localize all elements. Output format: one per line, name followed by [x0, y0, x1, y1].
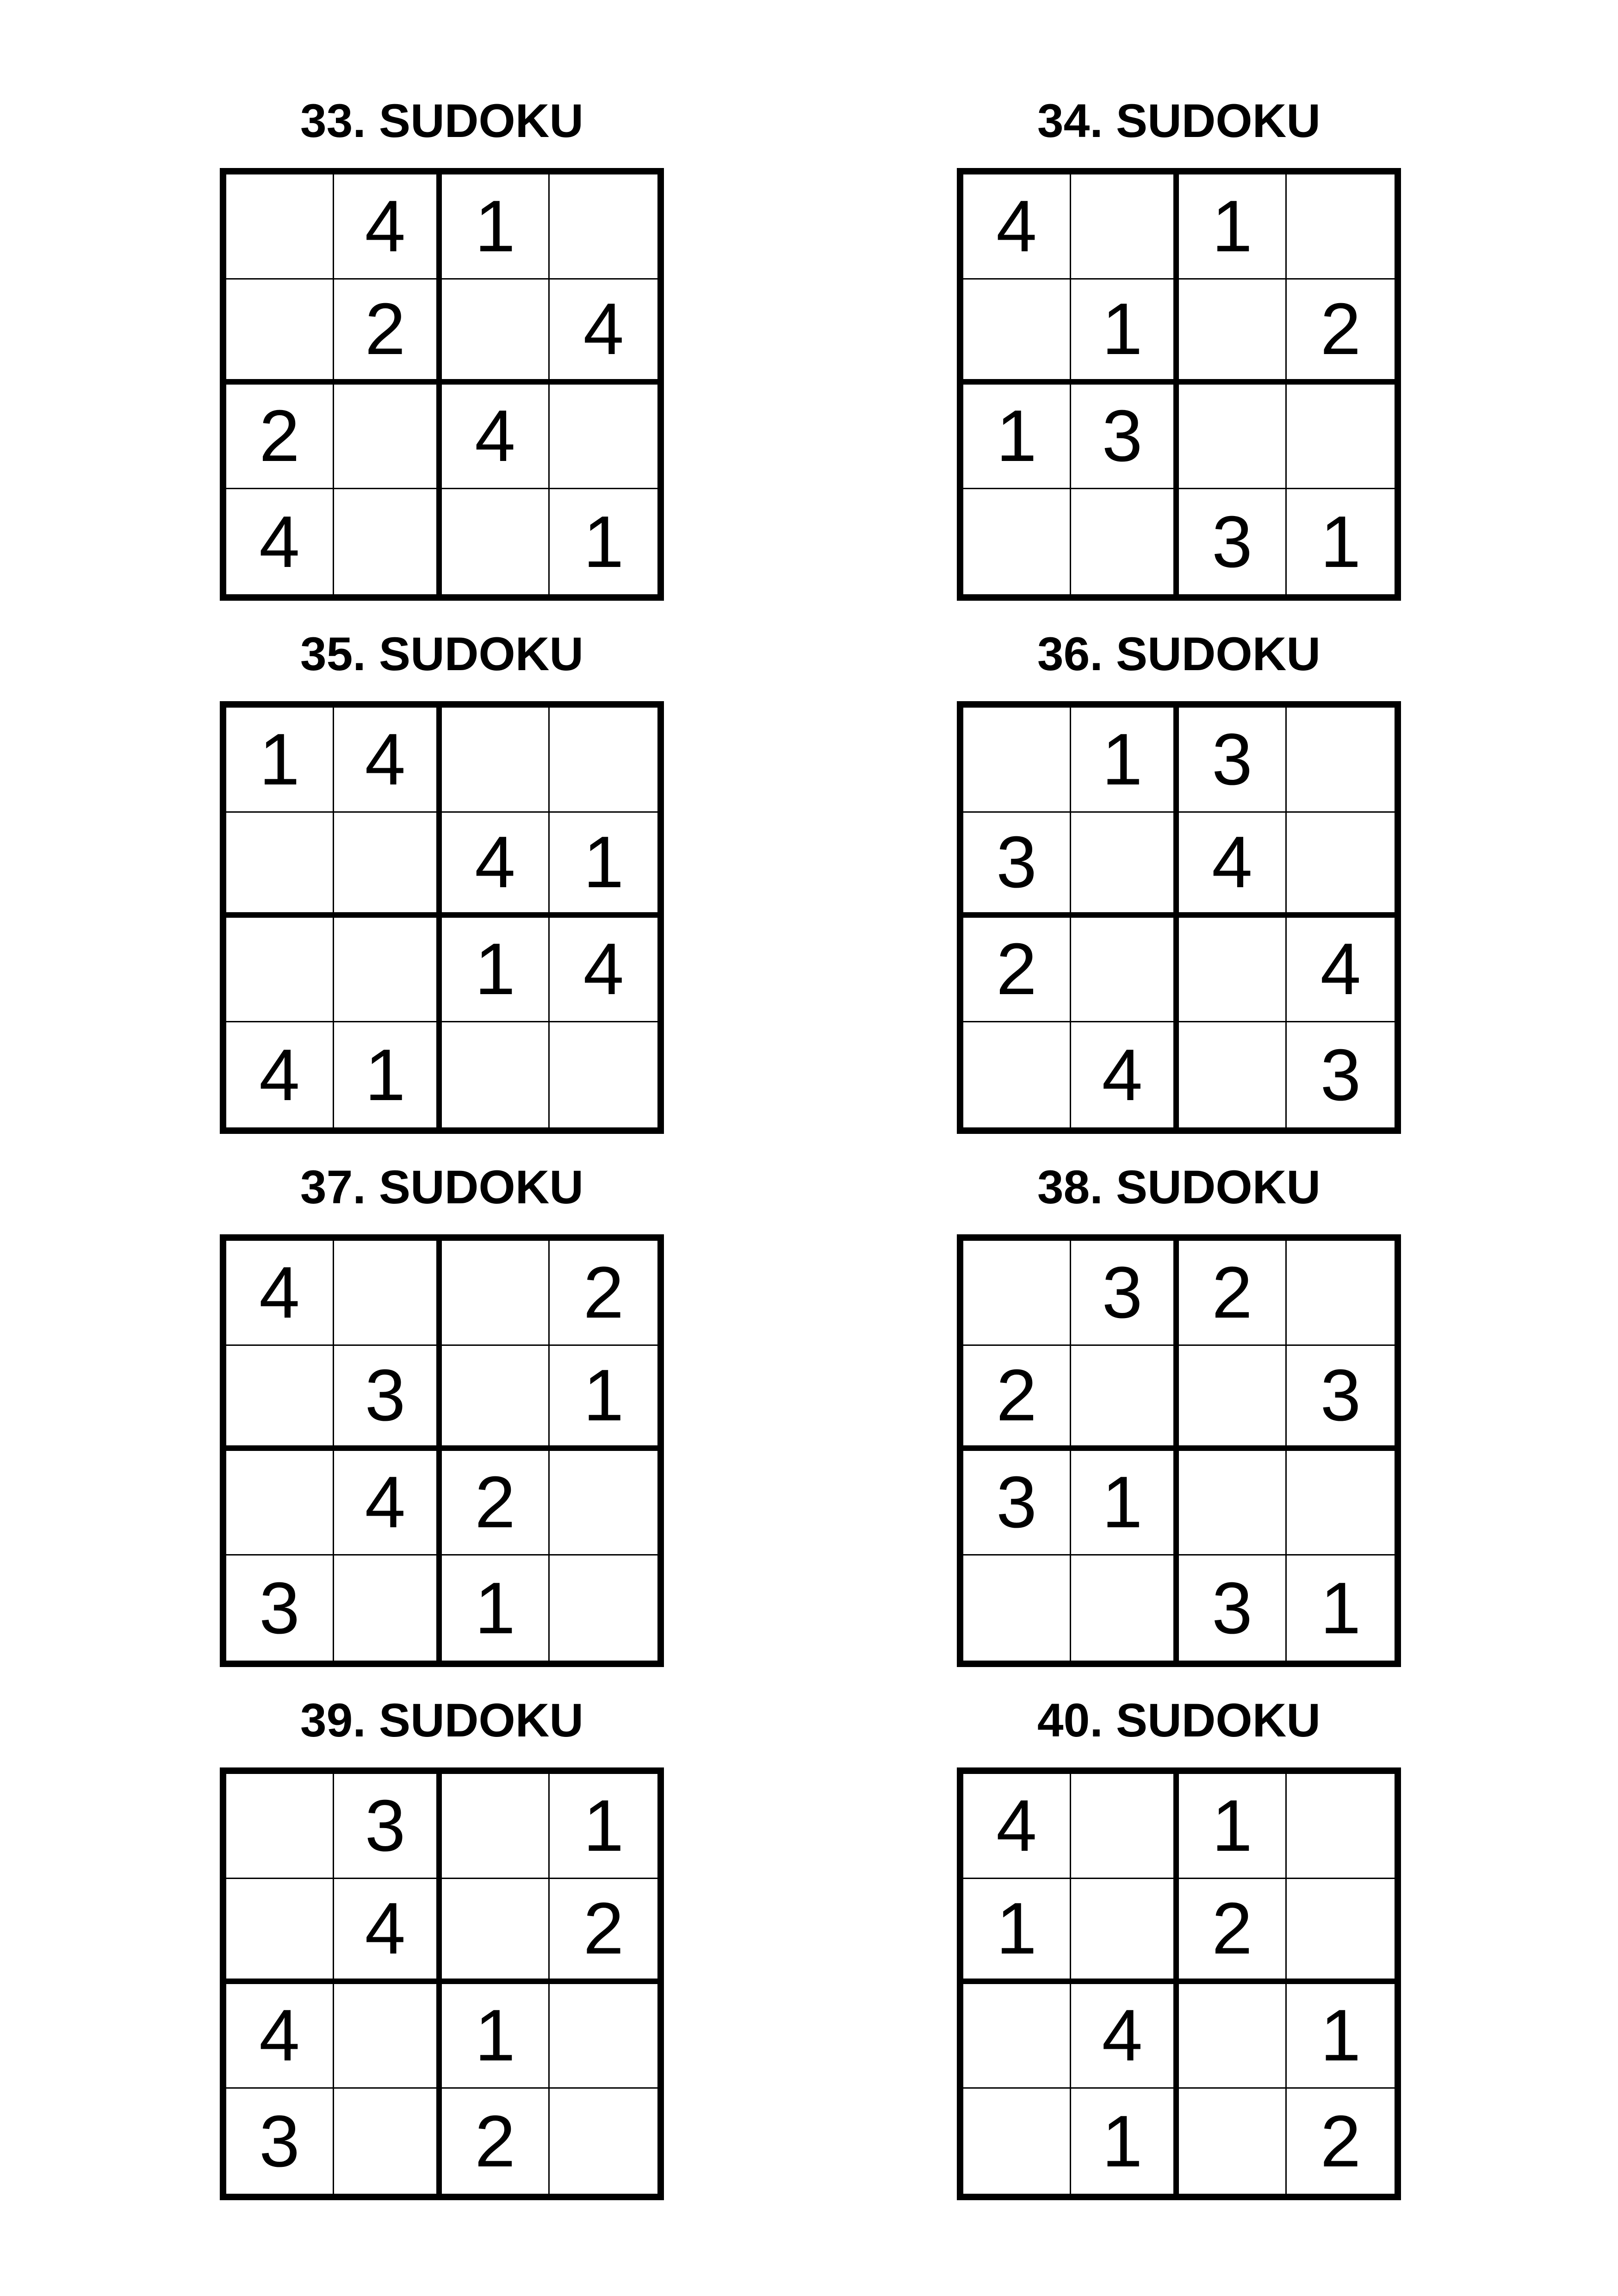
grid-cell: 1 [550, 813, 657, 918]
grid-cell [226, 1774, 334, 1879]
grid-cell [1071, 1879, 1179, 1984]
grid-cell [334, 813, 442, 918]
grid-cell: 3 [1179, 1556, 1287, 1661]
grid-cell: 1 [963, 385, 1071, 490]
grid-cell [1071, 489, 1179, 594]
grid-cell [1071, 174, 1179, 280]
grid-cell [442, 1022, 550, 1127]
puzzle-title: 37. SUDOKU [300, 1161, 584, 1213]
sudoku-puzzle [220, 1161, 664, 1667]
grid-cell: 3 [963, 813, 1071, 918]
grid-cell [334, 1556, 442, 1661]
grid-cell [1071, 813, 1179, 918]
grid-cell: 4 [334, 1879, 442, 1984]
grid-cell: 3 [963, 1451, 1071, 1556]
grid-cell [963, 489, 1071, 594]
grid-cell [550, 1451, 657, 1556]
grid-cell [442, 708, 550, 813]
grid-cell: 3 [1320, 1034, 1361, 1116]
grid-cell [442, 1879, 550, 1984]
grid-cell: 4 [442, 385, 550, 490]
grid-cell: 1 [442, 1984, 550, 2089]
grid-cell [1287, 385, 1395, 490]
grid-cell: 1 [1071, 708, 1179, 813]
grid-cell: 4 [334, 1451, 442, 1556]
grid-cell: 1 [1071, 1451, 1179, 1556]
grid-cell [1071, 1774, 1179, 1879]
grid-cell: 4 [1071, 1984, 1179, 2089]
puzzle-title: 33. SUDOKU [300, 94, 584, 147]
grid-cell [963, 1022, 1071, 1127]
sudoku-puzzle [220, 94, 664, 601]
grid-cell: 3 [226, 1556, 334, 1661]
grid-cell: 1 [442, 918, 550, 1023]
grid-cell: 4 [550, 918, 657, 1023]
grid-cell: 1 [1320, 501, 1361, 583]
sudoku-grid [957, 168, 1401, 601]
puzzle-title: 35. SUDOKU [300, 628, 584, 680]
puzzle-title: 38. SUDOKU [1037, 1161, 1321, 1213]
grid-cell: 4 [442, 813, 550, 918]
grid-cell: 4 [963, 1774, 1071, 1879]
grid-cell: 2 [550, 1241, 657, 1346]
grid-cell: 4 [334, 174, 442, 280]
grid-cell: 2 [1320, 2100, 1361, 2182]
grid-cell [963, 1556, 1071, 1661]
grid-cell [442, 1241, 550, 1346]
grid-cell: 3 [334, 1346, 442, 1451]
grid-cell [1179, 2089, 1287, 2194]
grid-cell [226, 1451, 334, 1556]
grid-cell [1071, 1346, 1179, 1451]
grid-cell [550, 174, 657, 280]
grid-cell [550, 2089, 657, 2194]
grid-cell: 4 [226, 1022, 334, 1127]
grid-cell [1179, 280, 1287, 385]
grid-cell: 4 [550, 280, 657, 385]
grid-cell [1287, 1451, 1395, 1556]
grid-cell: 3 [1287, 1346, 1395, 1451]
grid-cell: 4 [1071, 1022, 1179, 1127]
grid-cell: 3 [1179, 708, 1287, 813]
grid-cell [1179, 918, 1287, 1023]
grid-cell [226, 918, 334, 1023]
sudoku-puzzle [220, 1694, 664, 2200]
grid-cell [442, 489, 550, 594]
grid-cell: 4 [226, 1241, 334, 1346]
grid-cell [1179, 1022, 1287, 1127]
sudoku-puzzle [957, 1694, 1401, 2200]
grid-cell [550, 1984, 657, 2089]
grid-cell [963, 1984, 1071, 2089]
grid-cell [1287, 708, 1395, 813]
grid-cell [334, 489, 442, 594]
puzzle-title: 36. SUDOKU [1037, 628, 1321, 680]
puzzle-title: 40. SUDOKU [1037, 1694, 1321, 1747]
grid-cell [334, 918, 442, 1023]
grid-cell: 2 [550, 1879, 657, 1984]
grid-cell: 1 [442, 174, 550, 280]
grid-cell: 1 [442, 1556, 550, 1661]
grid-cell: 2 [334, 280, 442, 385]
sudoku-grid [220, 168, 664, 601]
grid-cell [1287, 174, 1395, 280]
grid-cell [1071, 918, 1179, 1023]
sudoku-grid [220, 701, 664, 1134]
grid-cell: 1 [1320, 1567, 1361, 1649]
grid-cell: 3 [1179, 489, 1287, 594]
grid-cell: 2 [442, 1451, 550, 1556]
grid-cell: 1 [1179, 174, 1287, 280]
grid-cell: 1 [1179, 1774, 1287, 1879]
grid-cell: 2 [1287, 280, 1395, 385]
grid-cell: 1 [334, 1022, 442, 1127]
grid-cell [1179, 1346, 1287, 1451]
grid-cell [963, 1241, 1071, 1346]
grid-cell: 4 [226, 1984, 334, 2089]
grid-cell: 4 [1179, 813, 1287, 918]
grid-cell [550, 385, 657, 490]
grid-cell [442, 280, 550, 385]
grid-cell [550, 708, 657, 813]
sudoku-puzzle [220, 630, 664, 1134]
grid-cell [550, 1556, 657, 1661]
grid-cell: 1 [226, 708, 334, 813]
grid-cell [442, 1774, 550, 1879]
grid-cell [334, 1984, 442, 2089]
puzzle-title: 39. SUDOKU [300, 1694, 584, 1747]
grid-cell [442, 1346, 550, 1451]
grid-cell: 1 [1287, 1984, 1395, 2089]
grid-cell [1179, 1984, 1287, 2089]
grid-cell [963, 708, 1071, 813]
grid-cell [550, 1022, 657, 1127]
grid-cell: 2 [1179, 1241, 1287, 1346]
grid-cell [1287, 813, 1395, 918]
sudoku-grid [220, 1767, 664, 2200]
sudoku-grid [957, 1767, 1401, 2200]
grid-cell: 2 [226, 385, 334, 490]
grid-cell: 2 [963, 1346, 1071, 1451]
grid-cell: 3 [334, 1774, 442, 1879]
grid-cell [1179, 385, 1287, 490]
grid-cell: 1 [550, 1346, 657, 1451]
sudoku-puzzle [957, 94, 1401, 601]
grid-cell: 4 [334, 708, 442, 813]
grid-cell [1287, 1774, 1395, 1879]
grid-cell [226, 174, 334, 280]
grid-cell [334, 1241, 442, 1346]
grid-cell [226, 280, 334, 385]
grid-cell: 4 [226, 489, 334, 594]
grid-cell [226, 813, 334, 918]
grid-cell: 3 [1071, 1241, 1179, 1346]
grid-cell [1179, 1451, 1287, 1556]
grid-cell: 1 [1071, 280, 1179, 385]
sudoku-grid [957, 1234, 1401, 1667]
grid-cell [963, 2089, 1071, 2194]
grid-cell [334, 2089, 442, 2194]
grid-cell: 4 [1287, 918, 1395, 1023]
grid-cell: 2 [442, 2089, 550, 2194]
grid-cell: 1 [583, 501, 624, 583]
grid-cell [1287, 1241, 1395, 1346]
grid-cell [226, 1346, 334, 1451]
grid-cell: 2 [963, 918, 1071, 1023]
grid-cell [1071, 1556, 1179, 1661]
grid-cell [1287, 1879, 1395, 1984]
grid-cell: 1 [963, 1879, 1071, 1984]
grid-cell: 2 [1179, 1879, 1287, 1984]
sudoku-puzzle [957, 1161, 1401, 1667]
grid-cell [334, 385, 442, 490]
sudoku-puzzle [957, 630, 1401, 1134]
grid-cell: 1 [1071, 2089, 1179, 2194]
sudoku-grid [957, 701, 1401, 1134]
puzzle-title: 34. SUDOKU [1037, 94, 1321, 147]
sudoku-grid [220, 1234, 664, 1667]
grid-cell: 4 [963, 174, 1071, 280]
grid-cell: 3 [226, 2089, 334, 2194]
grid-cell: 1 [550, 1774, 657, 1879]
grid-cell [963, 280, 1071, 385]
grid-cell: 3 [1071, 385, 1179, 490]
grid-cell [226, 1879, 334, 1984]
